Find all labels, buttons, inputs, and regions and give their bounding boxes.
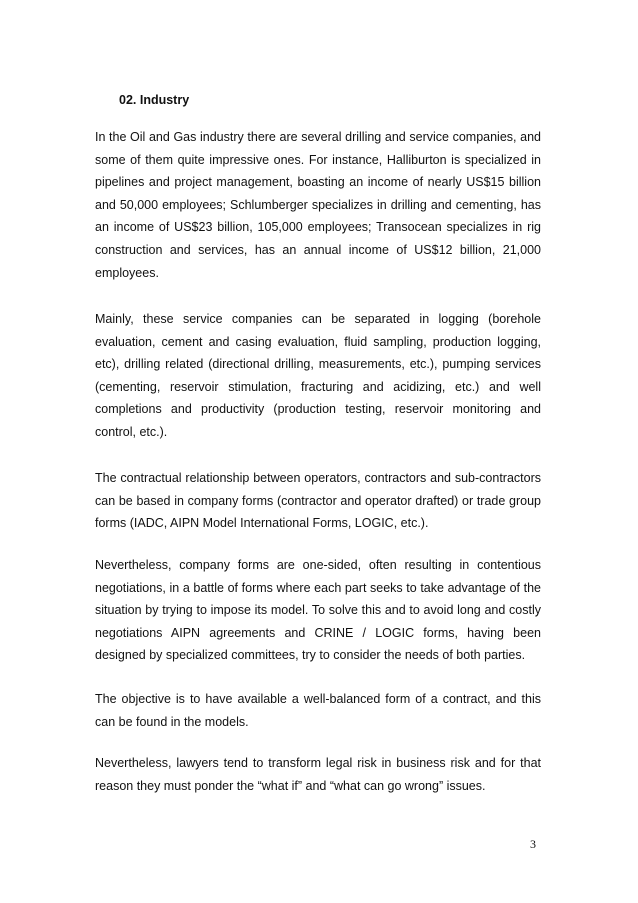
paragraph-company-forms: Nevertheless, company forms are one-sided, often resulting in contentious negotiations, in a battle of forms where each part seeks to take advantage of the situation by trying to impose its model. To solve this and to avoid long and costly negotiations AIPN agreements and CRINE / LOGIC forms, having been designed by specialized committees, try to consider the needs of both parties. [95, 558, 541, 663]
paragraph-companies: In the Oil and Gas industry there are several drilling and service companies, and some of them quite impressive ones. For instance, Halliburton is specialized in pipelines and project management, boasting an income of nearly US$15 billion and 50,000 employees; Schlumberger specializes in drilling and cementing, has an income of US$23 billion, 105,000 employees; Transocean specializes in rig construction and services, has an annual income of US$12 billion, 21,000 employees. [95, 130, 541, 280]
paragraph-objective: The objective is to have available a well-balanced form of a contract, and this can be found in the models. [95, 692, 541, 729]
page-number: 3 [530, 837, 536, 851]
section-heading: 02. Industry [119, 93, 190, 107]
paragraph-contractual-relationship: The contractual relationship between operators, contractors and sub-contractors can be based in company forms (contractor and operator drafted) or trade group forms (IADC, AIPN Model International Forms, LOGIC, etc.). [95, 471, 541, 531]
paragraph-service-categories: Mainly, these service companies can be separated in logging (borehole evaluation, cement and casing evaluation, fluid sampling, production logging, etc), drilling related (directional drilling, measurements, etc.), pumping services (cementing, reservoir stimulation, fracturing and acidizing, etc.) and well completions and productivity (production testing, reservoir monitoring and control, etc.). [95, 312, 541, 439]
paragraph-legal-risk: Nevertheless, lawyers tend to transform legal risk in business risk and for that reason they must ponder the “what if” and “what can go wrong” issues. [95, 756, 541, 793]
